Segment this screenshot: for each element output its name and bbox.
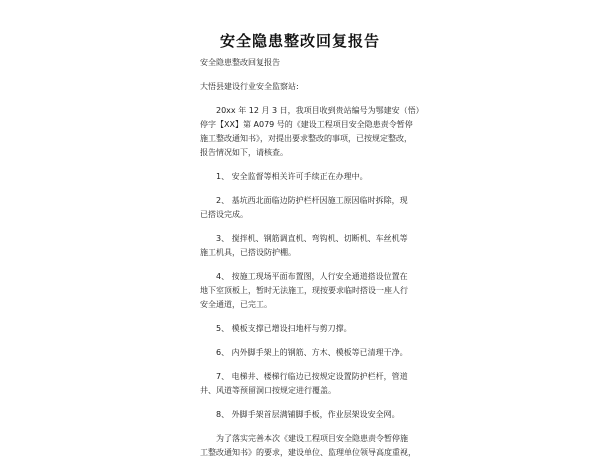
addressee-line: 大悟县建设行业安全监察站: (200, 82, 299, 91)
spacer (200, 312, 414, 322)
spacer (200, 398, 414, 408)
document-body (200, 56, 424, 460)
spacer (200, 94, 414, 104)
paragraph-line: 地下室顶板上，暂时无法施工，现按要求临时搭设一座人行 (200, 286, 408, 295)
document-subtitle: 安全隐患整改回复报告 (200, 58, 280, 67)
paragraph-line: 施工整改通知书》，对提出要求整改的事项，已按规定整改， (200, 134, 412, 143)
paragraph-line: 4、 按施工现场平面布置图，人行安全通道搭设位置在 (200, 272, 408, 281)
paragraph (200, 322, 414, 336)
paragraph (200, 270, 414, 312)
paragraph (200, 170, 414, 184)
document-title: 安全隐患整改回复报告 (219, 32, 380, 50)
spacer (200, 184, 414, 194)
paragraph-line: 20xx 年 12 月 3 日，我项目收到贵站编号为鄂建安（悟） (200, 106, 424, 115)
spacer (200, 422, 414, 432)
spacer (200, 336, 414, 346)
paragraph (200, 432, 414, 460)
spacer (200, 222, 414, 232)
paragraph-line: 1、 安全监督等相关许可手续正在办理中。 (200, 172, 368, 181)
paragraph-line: 工整改通知书》的要求，建设单位、监理单位领导高度重视， (200, 448, 416, 457)
paragraph (200, 104, 424, 160)
paragraph-line: 5、 模板支撑已增设扫地杆与剪刀撑。 (200, 324, 352, 333)
paragraph-line: 报告情况如下，请核查。 (200, 148, 288, 157)
paragraph (200, 346, 414, 360)
paragraph-line: 8、 外脚手架首层满铺脚手板，作业层架设安全网。 (200, 410, 400, 419)
spacer (200, 360, 414, 370)
paragraph (200, 194, 414, 222)
paragraph (200, 232, 414, 260)
paragraph-list (200, 104, 424, 460)
spacer (200, 260, 414, 270)
paragraph-line: 6、 内外脚手架上的钢筋、方木、模板等已清理干净。 (200, 348, 408, 357)
paragraph-line: 为了落实完善本次《建设工程项目安全隐患责令暂停施 (200, 434, 408, 443)
spacer (200, 160, 414, 170)
paragraph (200, 370, 414, 398)
paragraph-line: 3、 搅拌机、钢筋调直机、弯钩机、切断机、车丝机等 (200, 234, 408, 243)
paragraph-line: 已搭设完成。 (200, 210, 248, 219)
paragraph-line: 2、 基坑西北面临边防护栏杆因施工原因临时拆除，现 (200, 196, 408, 205)
paragraph-line: 施工机具，已搭设防护棚。 (200, 248, 296, 257)
paragraph-line: 井、风道等预留洞口按规定进行覆盖。 (200, 386, 336, 395)
paragraph (200, 408, 414, 422)
spacer (200, 70, 414, 80)
paragraph-line: 7、 电梯井、楼梯行临边已按规定设置防护栏杆，管道 (200, 372, 408, 381)
paragraph-line: 停字【XX】第 A079 号的《建设工程项目安全隐患责令暂停 (200, 120, 413, 129)
paragraph-line: 安全通道，已完工。 (200, 300, 272, 309)
